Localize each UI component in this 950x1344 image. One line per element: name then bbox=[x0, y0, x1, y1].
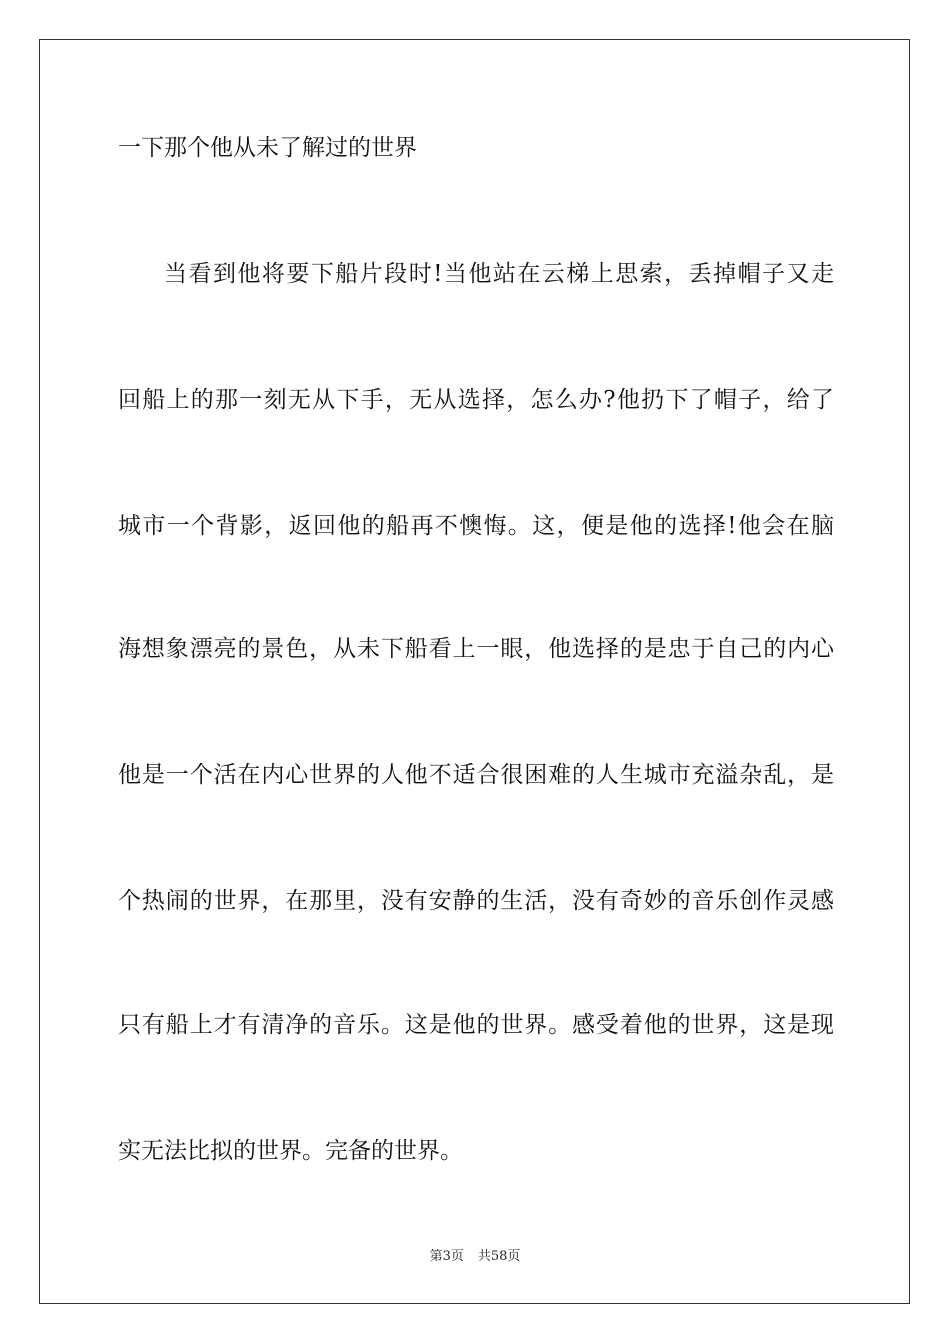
text-line-9: 实无法比拟的世界。完备的世界。 bbox=[118, 1138, 463, 1164]
text-line-1: 一下那个他从未了解过的世界 bbox=[118, 135, 417, 161]
text-line-8: 只有船上才有清净的音乐。这是他的世界。感受着他的世界，这是现 bbox=[118, 1012, 834, 1038]
page-total: 共58页 bbox=[477, 1249, 521, 1264]
text-line-6: 他是一个活在内心世界的人他不适合很困难的人生城市充溢杂乱，是 bbox=[118, 762, 834, 788]
text-line-5: 海想象漂亮的景色，从未下船看上一眼，他选择的是忠于自己的内心 bbox=[118, 636, 834, 662]
text-line-2: 当看到他将要下船片段时!当他站在云梯上思索，丢掉帽子又走 bbox=[164, 261, 834, 287]
text-line-3: 回船上的那一刻无从下手，无从选择，怎么办?他扔下了帽子，给了 bbox=[118, 387, 834, 413]
text-line-4: 城市一个背影，返回他的船再不懊悔。这，便是他的选择!他会在脑 bbox=[118, 513, 834, 539]
page-footer bbox=[0, 1249, 950, 1265]
page-border bbox=[39, 39, 910, 1304]
page-number: 第3页 bbox=[429, 1249, 464, 1264]
text-line-7: 个热闹的世界，在那里，没有安静的生活，没有奇妙的音乐创作灵感 bbox=[118, 888, 834, 914]
